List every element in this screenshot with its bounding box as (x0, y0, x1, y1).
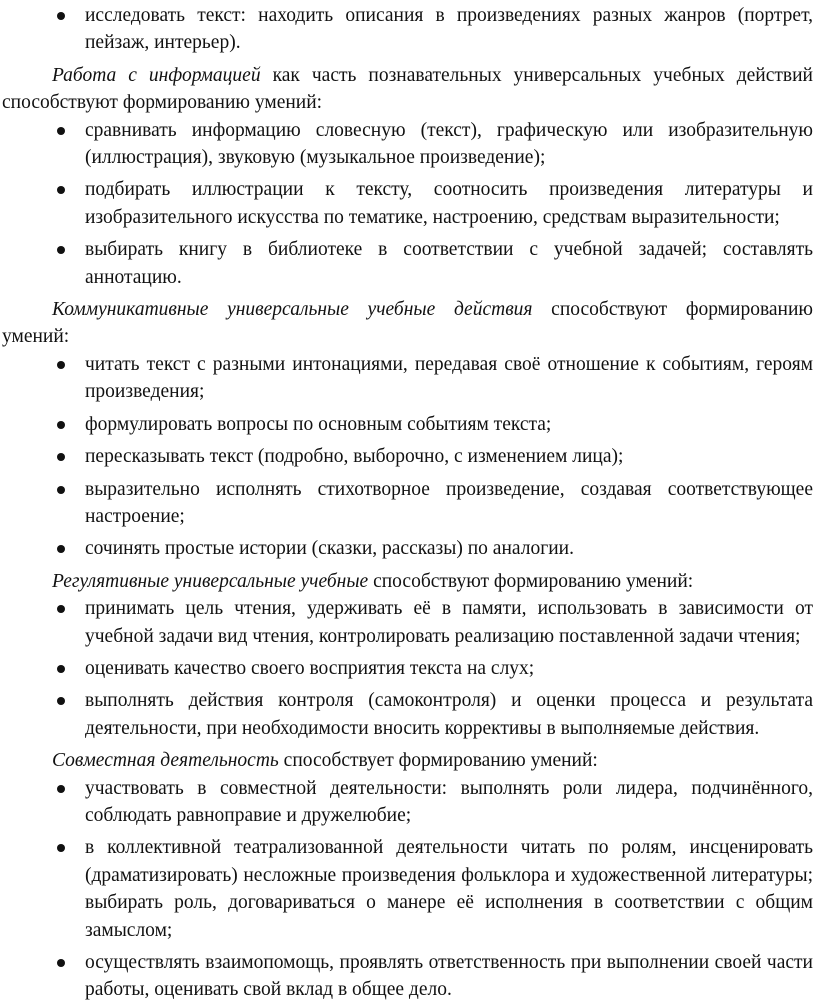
list-item-text: сравнивать информацию словесную (текст), графическую или изобразительную (иллюстрация), звуковую (музыкальное произведение); (85, 119, 813, 169)
top-bullet-list (2, 2, 813, 57)
bullet-icon (57, 453, 65, 461)
section-regulatory (2, 568, 813, 742)
bullet-list (2, 351, 813, 563)
bullet-list (2, 595, 813, 742)
section-joint-activity (2, 747, 813, 1004)
bullet-list (2, 775, 813, 1004)
section-intro (2, 747, 813, 774)
bullet-icon (57, 665, 65, 673)
section-intro (2, 62, 813, 117)
bullet-icon (57, 697, 65, 705)
bullet-icon (57, 605, 65, 613)
list-item (2, 2, 813, 57)
list-item (2, 949, 813, 1004)
list-item-text: выполнять действия контроля (самоконтроля) и оценки процесса и результата деятельности, при необходимости вносить коррективы в выполняемые действия. (85, 690, 813, 739)
list-item (2, 687, 813, 742)
section-information (2, 62, 813, 291)
list-item-text: читать текст с разными интонациями, передавая своё отношение к событиям, героям произведения; (85, 353, 813, 403)
list-item-text: осуществлять взаимопомощь, проявлять ответственность при выполнении своей части работы, оценивать свой вклад в общее дело. (85, 952, 813, 1001)
list-item (2, 834, 813, 944)
section-intro (2, 568, 813, 595)
section-title-rest: способствует формированию умений: (278, 750, 598, 772)
list-item-text: в коллективной театрализованной деятельности читать по ролям, инсценировать (драматизировать) несложные произведения фольклора и художественной литературы; выбирать роль, договариваться о манере её исполнения в соответствии с общим замыслом; (85, 837, 813, 941)
section-communicative (2, 296, 813, 563)
list-item-text: оценивать качество своего восприятия текста на слух; (85, 657, 535, 679)
bullet-icon (57, 545, 65, 553)
list-item-text: подбирать иллюстрации к тексту, соотносить произведения литературы и изобразительного искусства по тематике, настроению, средствам выразительности; (85, 179, 813, 228)
list-item-text: формулировать вопросы по основным событиям текста; (85, 413, 552, 435)
list-item (2, 476, 813, 531)
list-item-text: пересказывать текст (подробно, выборочно, с изменением лица); (85, 446, 624, 468)
list-item (2, 595, 813, 650)
list-item (2, 236, 813, 291)
list-item-text: исследовать текст: находить описания в произведениях разных жанров (портрет, пейзаж, интерьер). (85, 5, 813, 54)
bullet-icon (57, 421, 65, 429)
list-item (2, 411, 813, 438)
bullet-icon (57, 12, 65, 20)
section-title-rest: как часть познавательных универсальных учебных действий способствуют формированию умений: (2, 64, 813, 114)
list-item-text: выразительно исполнять стихотворное произведение, создавая соответствующее настроение; (85, 478, 813, 527)
section-title: Работа с информацией (52, 64, 261, 86)
section-title-rest: способствуют формированию умений: (2, 299, 813, 348)
section-title: Регулятивные универсальные учебные (52, 570, 369, 592)
list-item (2, 655, 813, 682)
section-title-rest: способствуют формированию умений: (368, 570, 694, 592)
list-item (2, 176, 813, 231)
list-item (2, 535, 813, 562)
list-item (2, 117, 813, 172)
section-title: Совместная деятельность (52, 750, 279, 772)
bullet-icon (57, 246, 65, 254)
bullet-icon (57, 785, 65, 793)
list-item-text: выбирать книгу в библиотеке в соответствии с учебной задачей; составлять аннотацию. (85, 239, 813, 288)
bullet-icon (57, 959, 65, 967)
bullet-icon (57, 186, 65, 194)
bullet-icon (57, 361, 65, 369)
bullet-icon (57, 486, 65, 494)
section-title: Коммуникативные универсальные учебные действия (52, 299, 533, 321)
list-item-text: принимать цель чтения, удерживать её в памяти, использовать в зависимости от учебной задачи вид чтения, контролировать реализацию поставленной задачи чтения; (85, 598, 813, 647)
bullet-list (2, 117, 813, 291)
bullet-icon (57, 844, 65, 852)
list-item-text: участвовать в совместной деятельности: выполнять роли лидера, подчинённого, соблюдать равноправие и дружелюбие; (85, 777, 813, 826)
list-item (2, 443, 813, 470)
section-intro (2, 296, 813, 351)
bullet-icon (57, 127, 65, 135)
list-item (2, 351, 813, 406)
list-item-text: сочинять простые истории (сказки, рассказы) по аналогии. (85, 538, 574, 560)
list-item (2, 775, 813, 830)
